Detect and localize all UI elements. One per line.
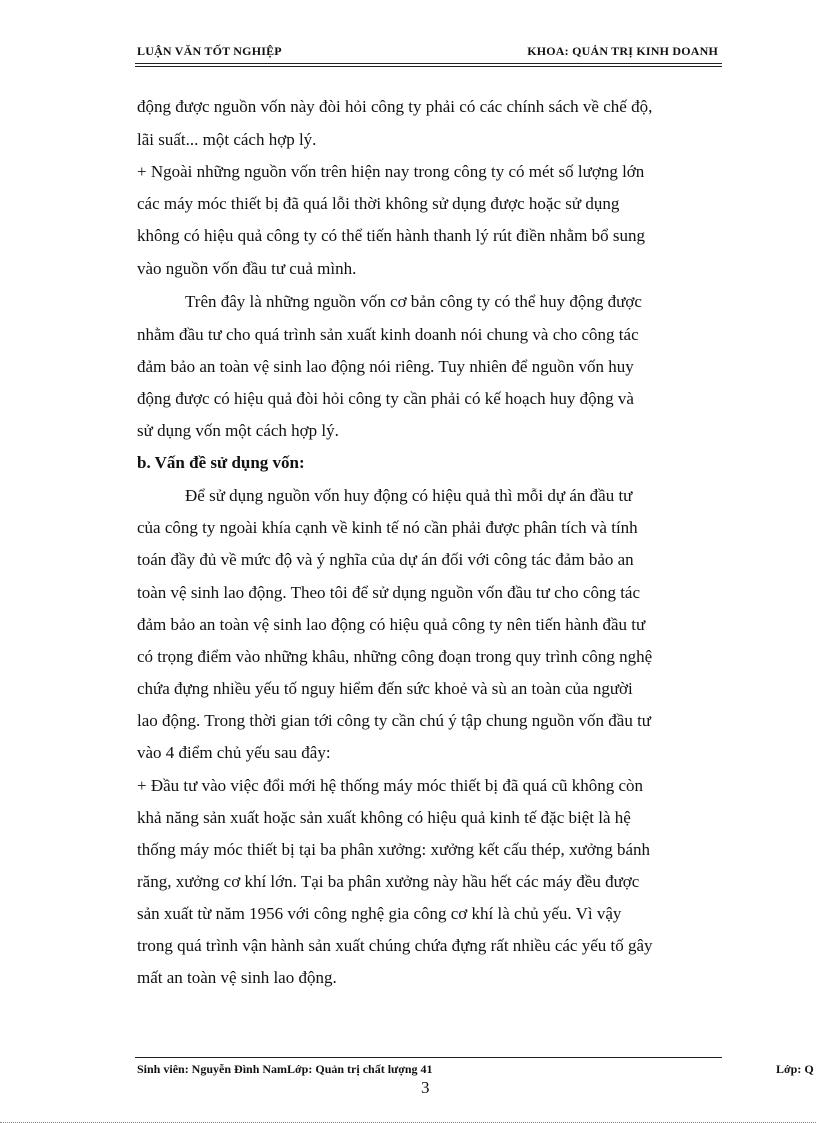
- page-number: 3: [421, 1078, 430, 1097]
- body-line: sản xuất từ năm 1956 với công nghệ gia công cơ khí là chủ yếu. Vì vậy: [137, 904, 622, 923]
- body-line: chứa đựng nhiều yếu tố nguy hiểm đến sức khoẻ và sù an toàn của người: [137, 679, 633, 698]
- body-line: không có hiệu quả công ty có thể tiến hành thanh lý rút điền nhằm bổ sung: [137, 226, 646, 245]
- body-line: Để sử dụng nguồn vốn huy động có hiệu quả thì mỗi dự án đầu tư: [185, 486, 633, 505]
- section-heading: b. Vấn đề sử dụng vốn:: [137, 453, 305, 472]
- running-header-right: KHOA: QUẢN TRỊ KINH DOANH: [527, 44, 718, 58]
- footer-class-info: Lớp: Q: [776, 1062, 814, 1076]
- body-line: lao động. Trong thời gian tới công ty cần chú ý tập chung nguồn vốn đầu tư: [137, 711, 652, 730]
- body-line: đảm bảo an toàn vệ sinh lao động có hiệu quả công ty nên tiến hành đầu tư: [137, 615, 646, 634]
- body-line: lãi suất... một cách hợp lý.: [137, 130, 317, 149]
- footer-rule: [135, 1057, 722, 1058]
- body-line: vào 4 điểm chủ yếu sau đây:: [137, 743, 331, 762]
- body-line: mất an toàn vệ sinh lao động.: [137, 968, 337, 987]
- body-line: khả năng sản xuất hoặc sản xuất không có hiệu quả kinh tế đặc biệt là hệ: [137, 808, 631, 827]
- body-line: toán đầy đủ về mức độ và ý nghĩa của dự án đối với công tác đảm bảo an: [137, 550, 634, 569]
- body-line: của công ty ngoài khía cạnh về kinh tế nó cần phải được phân tích và tính: [137, 518, 638, 537]
- running-header-left: LUẬN VĂN TỐT NGHIỆP: [137, 44, 282, 58]
- header-rule: [135, 63, 722, 64]
- body-line: nhằm đầu tư cho quá trình sản xuất kinh doanh nói chung và cho công tác: [137, 325, 639, 344]
- body-line: trong quá trình vận hành sản xuất chúng chứa đựng rất nhiều các yếu tố gây: [137, 936, 653, 955]
- body-line: sử dụng vốn một cách hợp lý.: [137, 421, 339, 440]
- body-line: toàn vệ sinh lao động. Theo tôi để sử dụng nguồn vốn đầu tư cho công tác: [137, 583, 641, 602]
- body-line: động được có hiệu quả đòi hỏi công ty cần phải có kế hoạch huy động và: [137, 389, 634, 408]
- body-line: Trên đây là những nguồn vốn cơ bản công ty có thể huy động được: [185, 292, 642, 311]
- header-rule-thin: [135, 66, 722, 67]
- body-line: có trọng điểm vào những khâu, những công đoạn trong quy trình công nghệ: [137, 647, 653, 666]
- footer-student-info: Sinh viên: Nguyễn Đình NamLớp: Quản trị chất lượng 41: [137, 1062, 433, 1076]
- body-line: răng, xưởng cơ khí lớn. Tại ba phân xưởng này hầu hết các máy đều được: [137, 872, 640, 891]
- body-line: + Đầu tư vào việc đổi mới hệ thống máy móc thiết bị đã quá cũ không còn: [137, 776, 644, 795]
- body-line: vào nguồn vốn đầu tư cuả mình.: [137, 259, 357, 278]
- body-line: đảm bảo an toàn vệ sinh lao động nói riêng. Tuy nhiên để nguồn vốn huy: [137, 357, 634, 376]
- body-line: thống máy móc thiết bị tại ba phân xưởng: xưởng kết cấu thép, xưởng bánh: [137, 840, 651, 859]
- body-line: + Ngoài những nguồn vốn trên hiện nay trong công ty có mét số lượng lớn: [137, 162, 645, 181]
- body-line: các máy móc thiết bị đã quá lỗi thời không sử dụng được hoặc sử dụng: [137, 194, 620, 213]
- body-line: động được nguồn vốn này đòi hỏi công ty phải có các chính sách về chế độ,: [137, 97, 653, 116]
